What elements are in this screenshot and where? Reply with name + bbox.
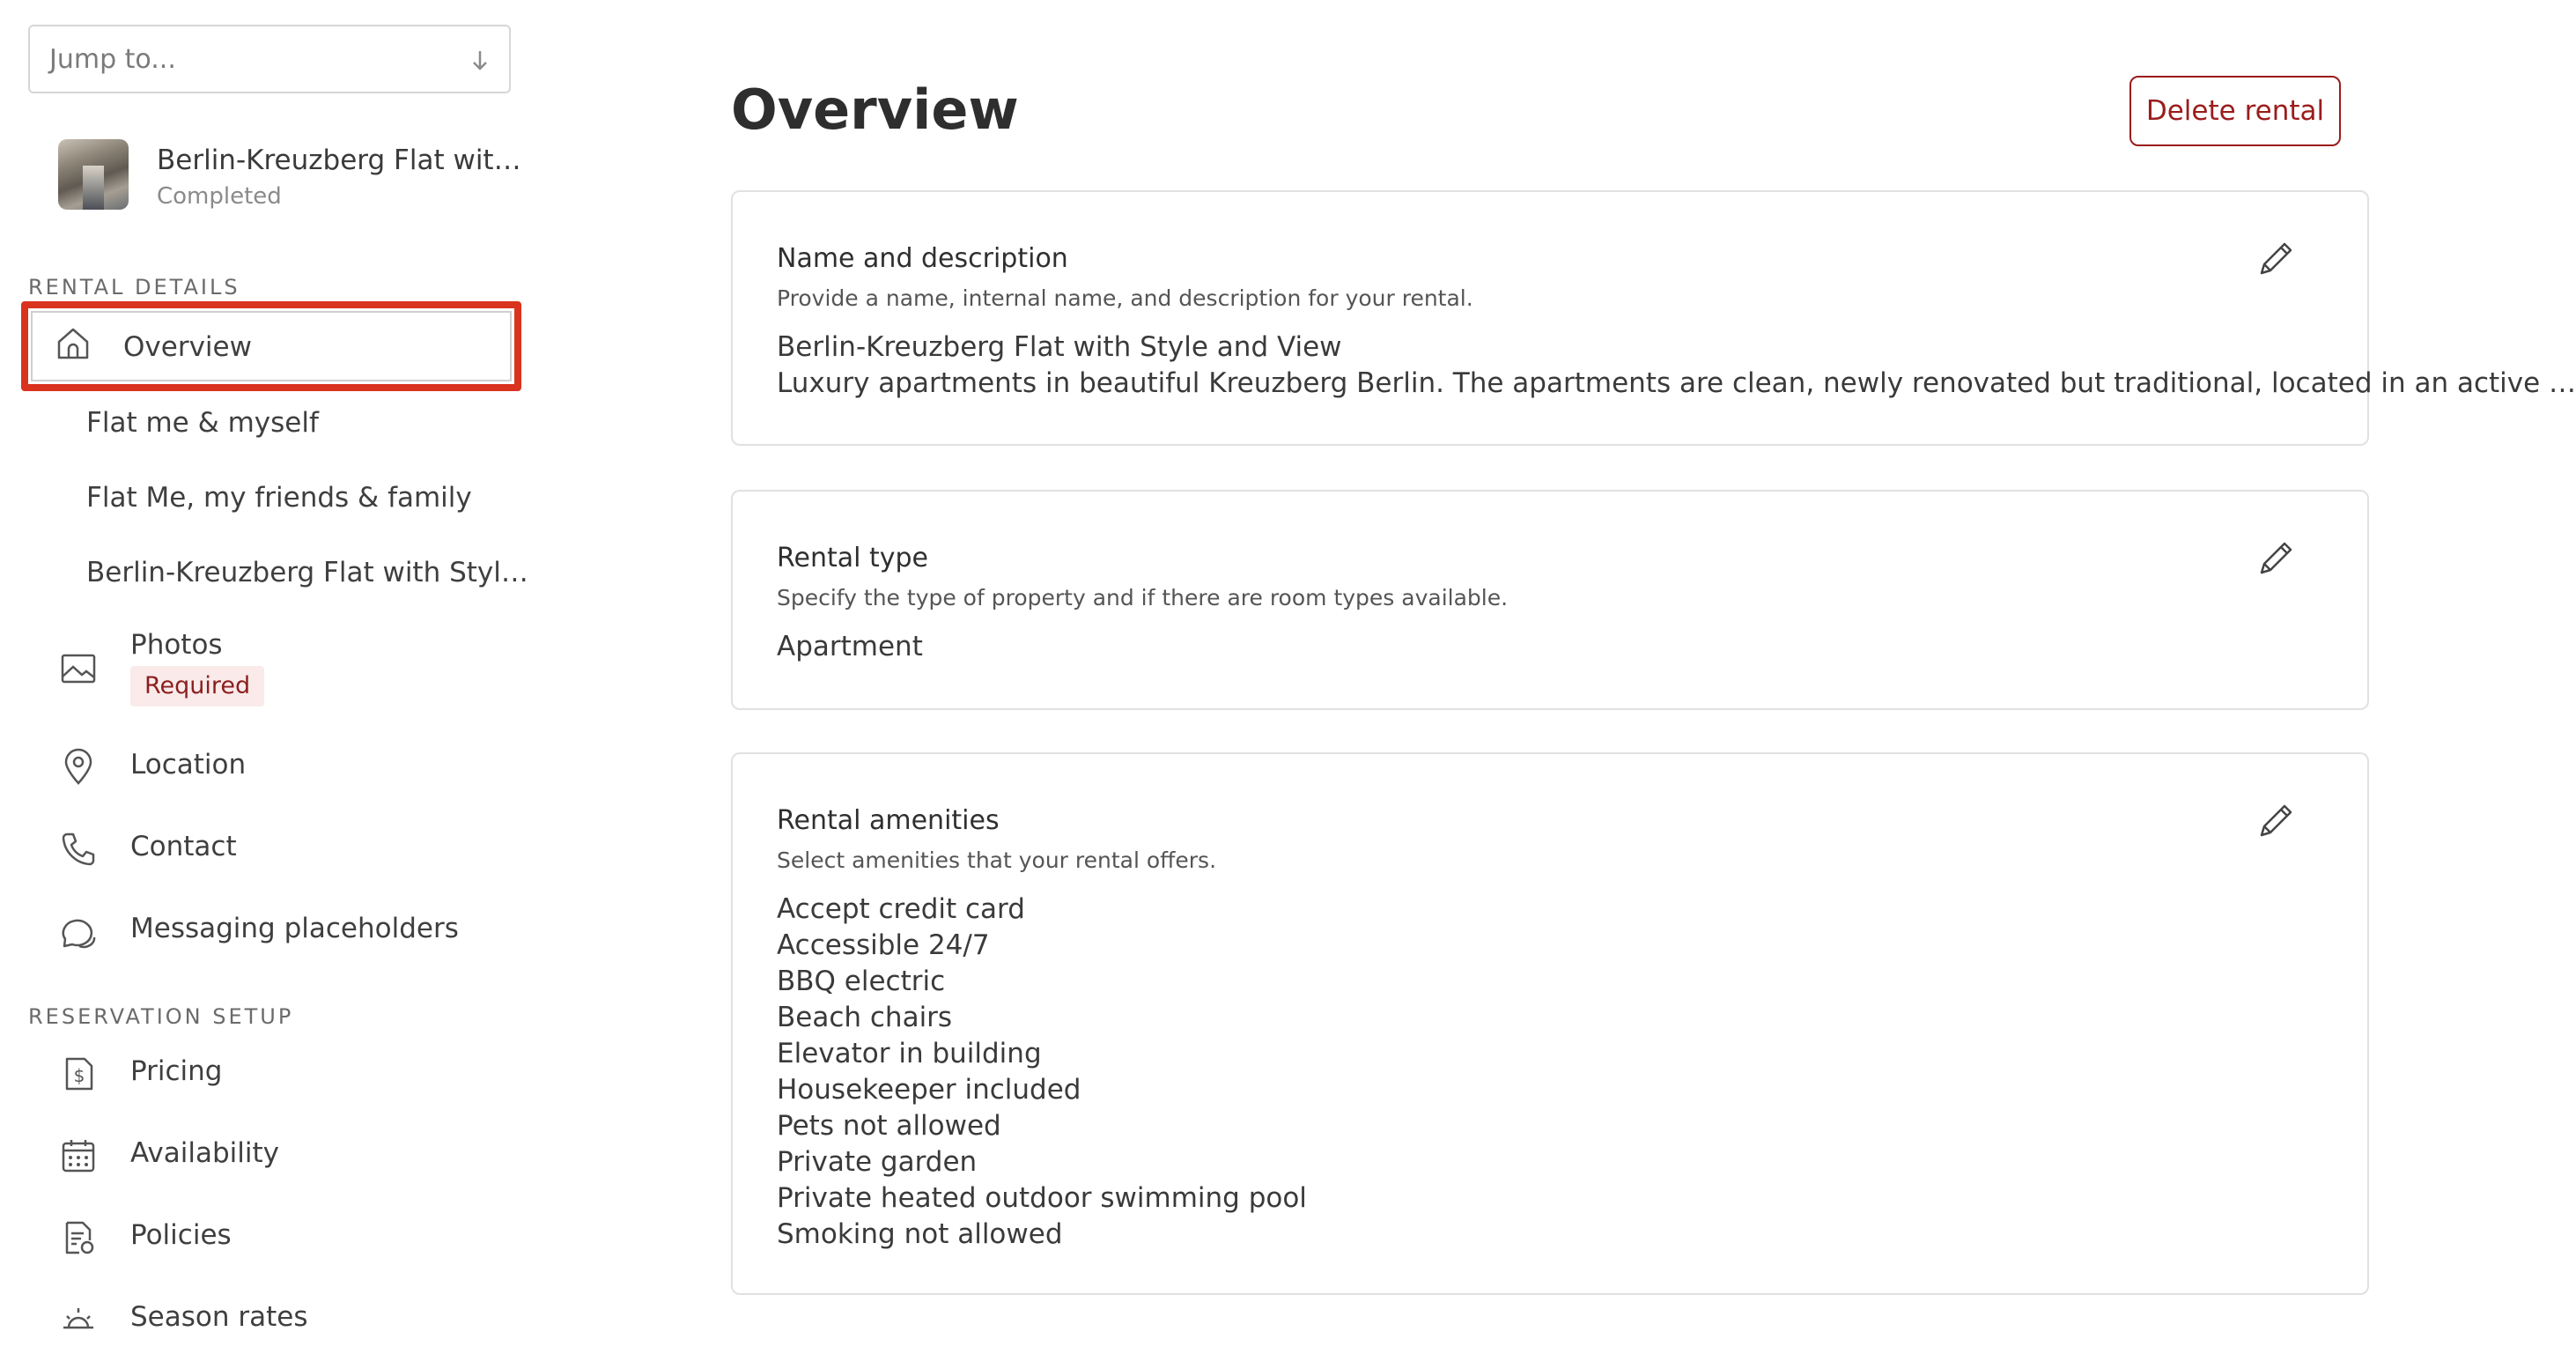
rental-name-value: Berlin-Kreuzberg Flat with Style and View xyxy=(777,331,1342,363)
amenity-item: Private garden xyxy=(777,1146,978,1178)
sidebar-item-label: Policies xyxy=(130,1219,232,1251)
chat-icon xyxy=(60,913,97,950)
calendar-icon xyxy=(60,1137,97,1174)
sidebar-item-label: Pricing xyxy=(130,1055,223,1087)
sidebar-item-season-rates[interactable] xyxy=(28,1284,511,1354)
sidebar-item-photos[interactable] xyxy=(28,617,511,714)
card-title: Name and description xyxy=(777,243,1068,274)
chevron-down-icon xyxy=(470,48,490,74)
name-description-card xyxy=(731,190,2576,446)
svg-text:$: $ xyxy=(73,1065,85,1086)
rental-type-card xyxy=(731,490,2369,710)
sidebar-item-label: Photos xyxy=(130,629,223,661)
sidebar-item-policies[interactable] xyxy=(28,1202,511,1272)
card-subtitle: Select amenities that your rental offers. xyxy=(777,847,1217,873)
amenity-item: Smoking not allowed xyxy=(777,1218,1063,1250)
sidebar-item-label: Location xyxy=(130,749,247,781)
amenity-item: Accessible 24/7 xyxy=(777,929,990,961)
sidebar-item-label: Overview xyxy=(123,331,252,363)
pencil-icon[interactable] xyxy=(2256,238,2297,278)
sidebar-item-location[interactable] xyxy=(28,731,511,802)
current-rental[interactable] xyxy=(58,139,521,213)
policy-icon xyxy=(60,1219,97,1256)
amenity-item: Elevator in building xyxy=(777,1038,1042,1069)
rental-thumbnail xyxy=(58,139,129,210)
jump-to-placeholder: Jump to... xyxy=(49,44,176,75)
sidebar-item-label: Contact xyxy=(130,831,237,862)
rental-type-value: Apartment xyxy=(777,631,923,662)
phone-icon xyxy=(60,831,97,868)
amenity-item: Accept credit card xyxy=(777,893,1025,925)
sun-icon xyxy=(60,1301,97,1338)
home-icon xyxy=(55,324,92,361)
sidebar-item-messaging[interactable] xyxy=(28,895,511,966)
card-title: Rental amenities xyxy=(777,805,1000,836)
image-icon xyxy=(60,650,97,687)
amenity-item: Housekeeper included xyxy=(777,1074,1081,1106)
location-pin-icon xyxy=(60,749,97,786)
delete-rental-button[interactable]: Delete rental xyxy=(2129,76,2341,146)
sidebar-item-pricing[interactable] xyxy=(28,1038,511,1108)
rental-name: Berlin-Kreuzberg Flat wit… xyxy=(157,144,521,176)
sidebar-item-label: Season rates xyxy=(130,1301,308,1333)
pencil-icon[interactable] xyxy=(2256,537,2297,578)
amenities-list xyxy=(777,892,1307,1253)
sidebar-item-availability[interactable] xyxy=(28,1120,511,1190)
sidebar-subitem-flat-friends[interactable]: Flat Me, my friends & family xyxy=(86,482,472,514)
section-rental-details: RENTAL DETAILS xyxy=(28,275,240,300)
rental-amenities-card xyxy=(731,752,2369,1295)
rental-status: Completed xyxy=(157,183,282,210)
sidebar xyxy=(0,0,528,1333)
amenity-item: Pets not allowed xyxy=(777,1110,1001,1142)
card-subtitle: Provide a name, internal name, and description for your rental. xyxy=(777,285,1473,311)
amenity-item: Private heated outdoor swimming pool xyxy=(777,1182,1307,1214)
pricing-icon xyxy=(60,1055,97,1092)
pencil-icon[interactable] xyxy=(2256,800,2297,840)
sidebar-subitem-berlin-flat[interactable]: Berlin-Kreuzberg Flat with Styl… xyxy=(86,557,528,588)
card-title: Rental type xyxy=(777,543,929,573)
section-reservation-setup: RESERVATION SETUP xyxy=(28,1004,294,1029)
sidebar-item-overview[interactable] xyxy=(21,301,521,391)
rental-description-value: Luxury apartments in beautiful Kreuzberg Berlin. The apartments are clean, newly renovated but traditional, located in an active … xyxy=(777,367,2576,399)
amenity-item: BBQ electric xyxy=(777,966,946,997)
page-title: Overview xyxy=(731,78,1019,142)
sidebar-item-label: Messaging placeholders xyxy=(130,913,459,944)
sidebar-subitem-flat-me[interactable]: Flat me & myself xyxy=(86,407,319,439)
card-subtitle: Specify the type of property and if there are room types available. xyxy=(777,585,1509,610)
required-badge: Required xyxy=(130,666,264,707)
sidebar-item-label: Availability xyxy=(130,1137,279,1169)
sidebar-item-contact[interactable] xyxy=(28,813,511,884)
amenity-item: Beach chairs xyxy=(777,1002,953,1033)
jump-to-select[interactable] xyxy=(28,25,511,93)
